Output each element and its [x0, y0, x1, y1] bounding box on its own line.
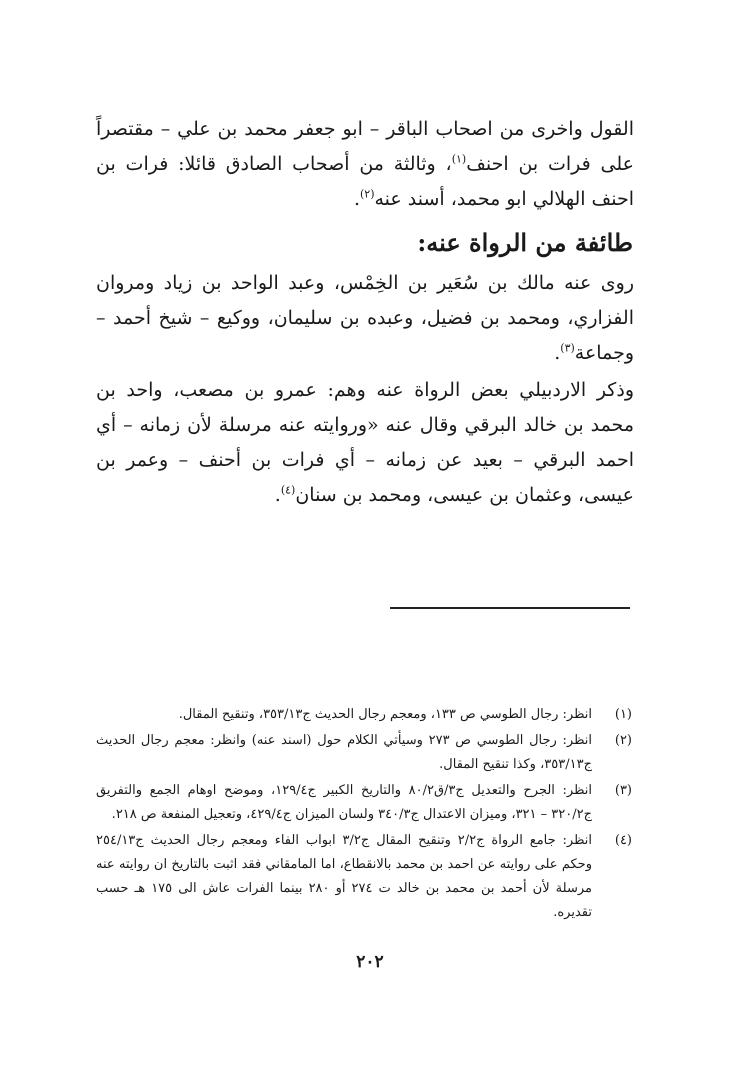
paragraph-2-text-a: روى عنه مالك بن سُعَير بن الخِمْس، وعبد الواحد بن زياد ومروان الفزاري، ومحمد بن فضيل، وعبده بن سليمان، ووكيع – شيخ أحمد – وجماعة: [96, 272, 634, 364]
footnote-number: (٣): [614, 783, 632, 798]
footnote-text: انظر: رجال الطوسي ص ٢٧٣ وسيأتي الكلام حول (اسند عنه) وانظر: معجم رجال الحديث ج٣٥٣/١٣، وكذا تنقيح المقال.: [96, 733, 592, 772]
footnotes: [96, 703, 632, 927]
footnote-item: [96, 729, 632, 777]
page-number: ٢٠٢: [356, 952, 384, 972]
paragraph-2: [96, 266, 634, 371]
footnote-ref-2: (٢): [359, 187, 375, 201]
section-heading: طائفة من الرواة عنه:: [417, 228, 633, 257]
paragraph-3-text-b: .: [274, 484, 281, 506]
footnote-text: انظر: جامع الرواة ج٢/٢ وتنقيح المقال ج٣/٢ ابواب الفاء ومعجم رجال الحديث ج٢٥٤/١٣ وحكم على روايته عن احمد بن محمد بالانقطاع، اما المامقاني فقد اثبت بالتاريخ ان روايته عنه مرسلة لأن أحمد بن محمد بن خالد ت ٢٧٤ أو ٢٨٠ بينما الفرات عاش الى ١٧٥ هـ حسب تقديره.: [96, 833, 592, 920]
paragraph-1-text-c: .: [353, 188, 360, 210]
footnote-ref-4: (٤): [280, 483, 296, 497]
paragraph-2-text-b: .: [554, 342, 561, 364]
footnote-item: [96, 703, 632, 727]
footnote-number: (٤): [614, 833, 632, 848]
paragraph-1-text-a: القول واخرى من اصحاب الباقر – ابو جعفر محمد بن علي – مقتصراً على فرات بن احنف: [96, 118, 635, 175]
paragraph-1: [96, 112, 634, 217]
footnote-ref-3: (٣): [560, 341, 575, 355]
footnote-text: انظر: الجرح والتعديل ج٣/ق٨٠/٢ والتاريخ الكبير ج١٢٩/٤، وموضح اوهام الجمع والتفريق ج٣٢٠/٢ – ٣٢١، وميزان الاعتدال ج٣٤٠/٣ ولسان الميزان ج٤٢٩/٤، وتعجيل المنفعة ص ٢١٨.: [96, 783, 592, 822]
paragraph-3-text-a: وذكر الاردبيلي بعض الرواة عنه وهم: عمرو بن مصعب، واحد بن محمد بن خالد البرقي وقال عنه «وروايته عنه مرسلة لأن زمانه – أي احمد البرقي – بعيد عن زمانه – أي فرات بن أحنف – وعمر بن عيسى، وعثمان بن عيسى، ومحمد بن سنان: [96, 379, 634, 506]
footnote-text: انظر: رجال الطوسي ص ١٣٣، ومعجم رجال الحديث ج٣٥٣/١٣، وتنقيح المقال.: [178, 707, 592, 722]
paragraph-1-text-b: ، وثالثة من أصحاب الصادق قائلا: فرات بن احنف الهلالي ابو محمد، أسند عنه: [96, 153, 634, 210]
footnote-number: (٢): [614, 733, 632, 748]
footnote-item: [96, 779, 632, 827]
footnote-number: (١): [614, 707, 632, 722]
footnote-ref-1: (١): [451, 152, 467, 166]
footnote-item: [96, 829, 632, 925]
footnote-divider: [390, 607, 630, 609]
paragraph-3: [96, 373, 634, 513]
